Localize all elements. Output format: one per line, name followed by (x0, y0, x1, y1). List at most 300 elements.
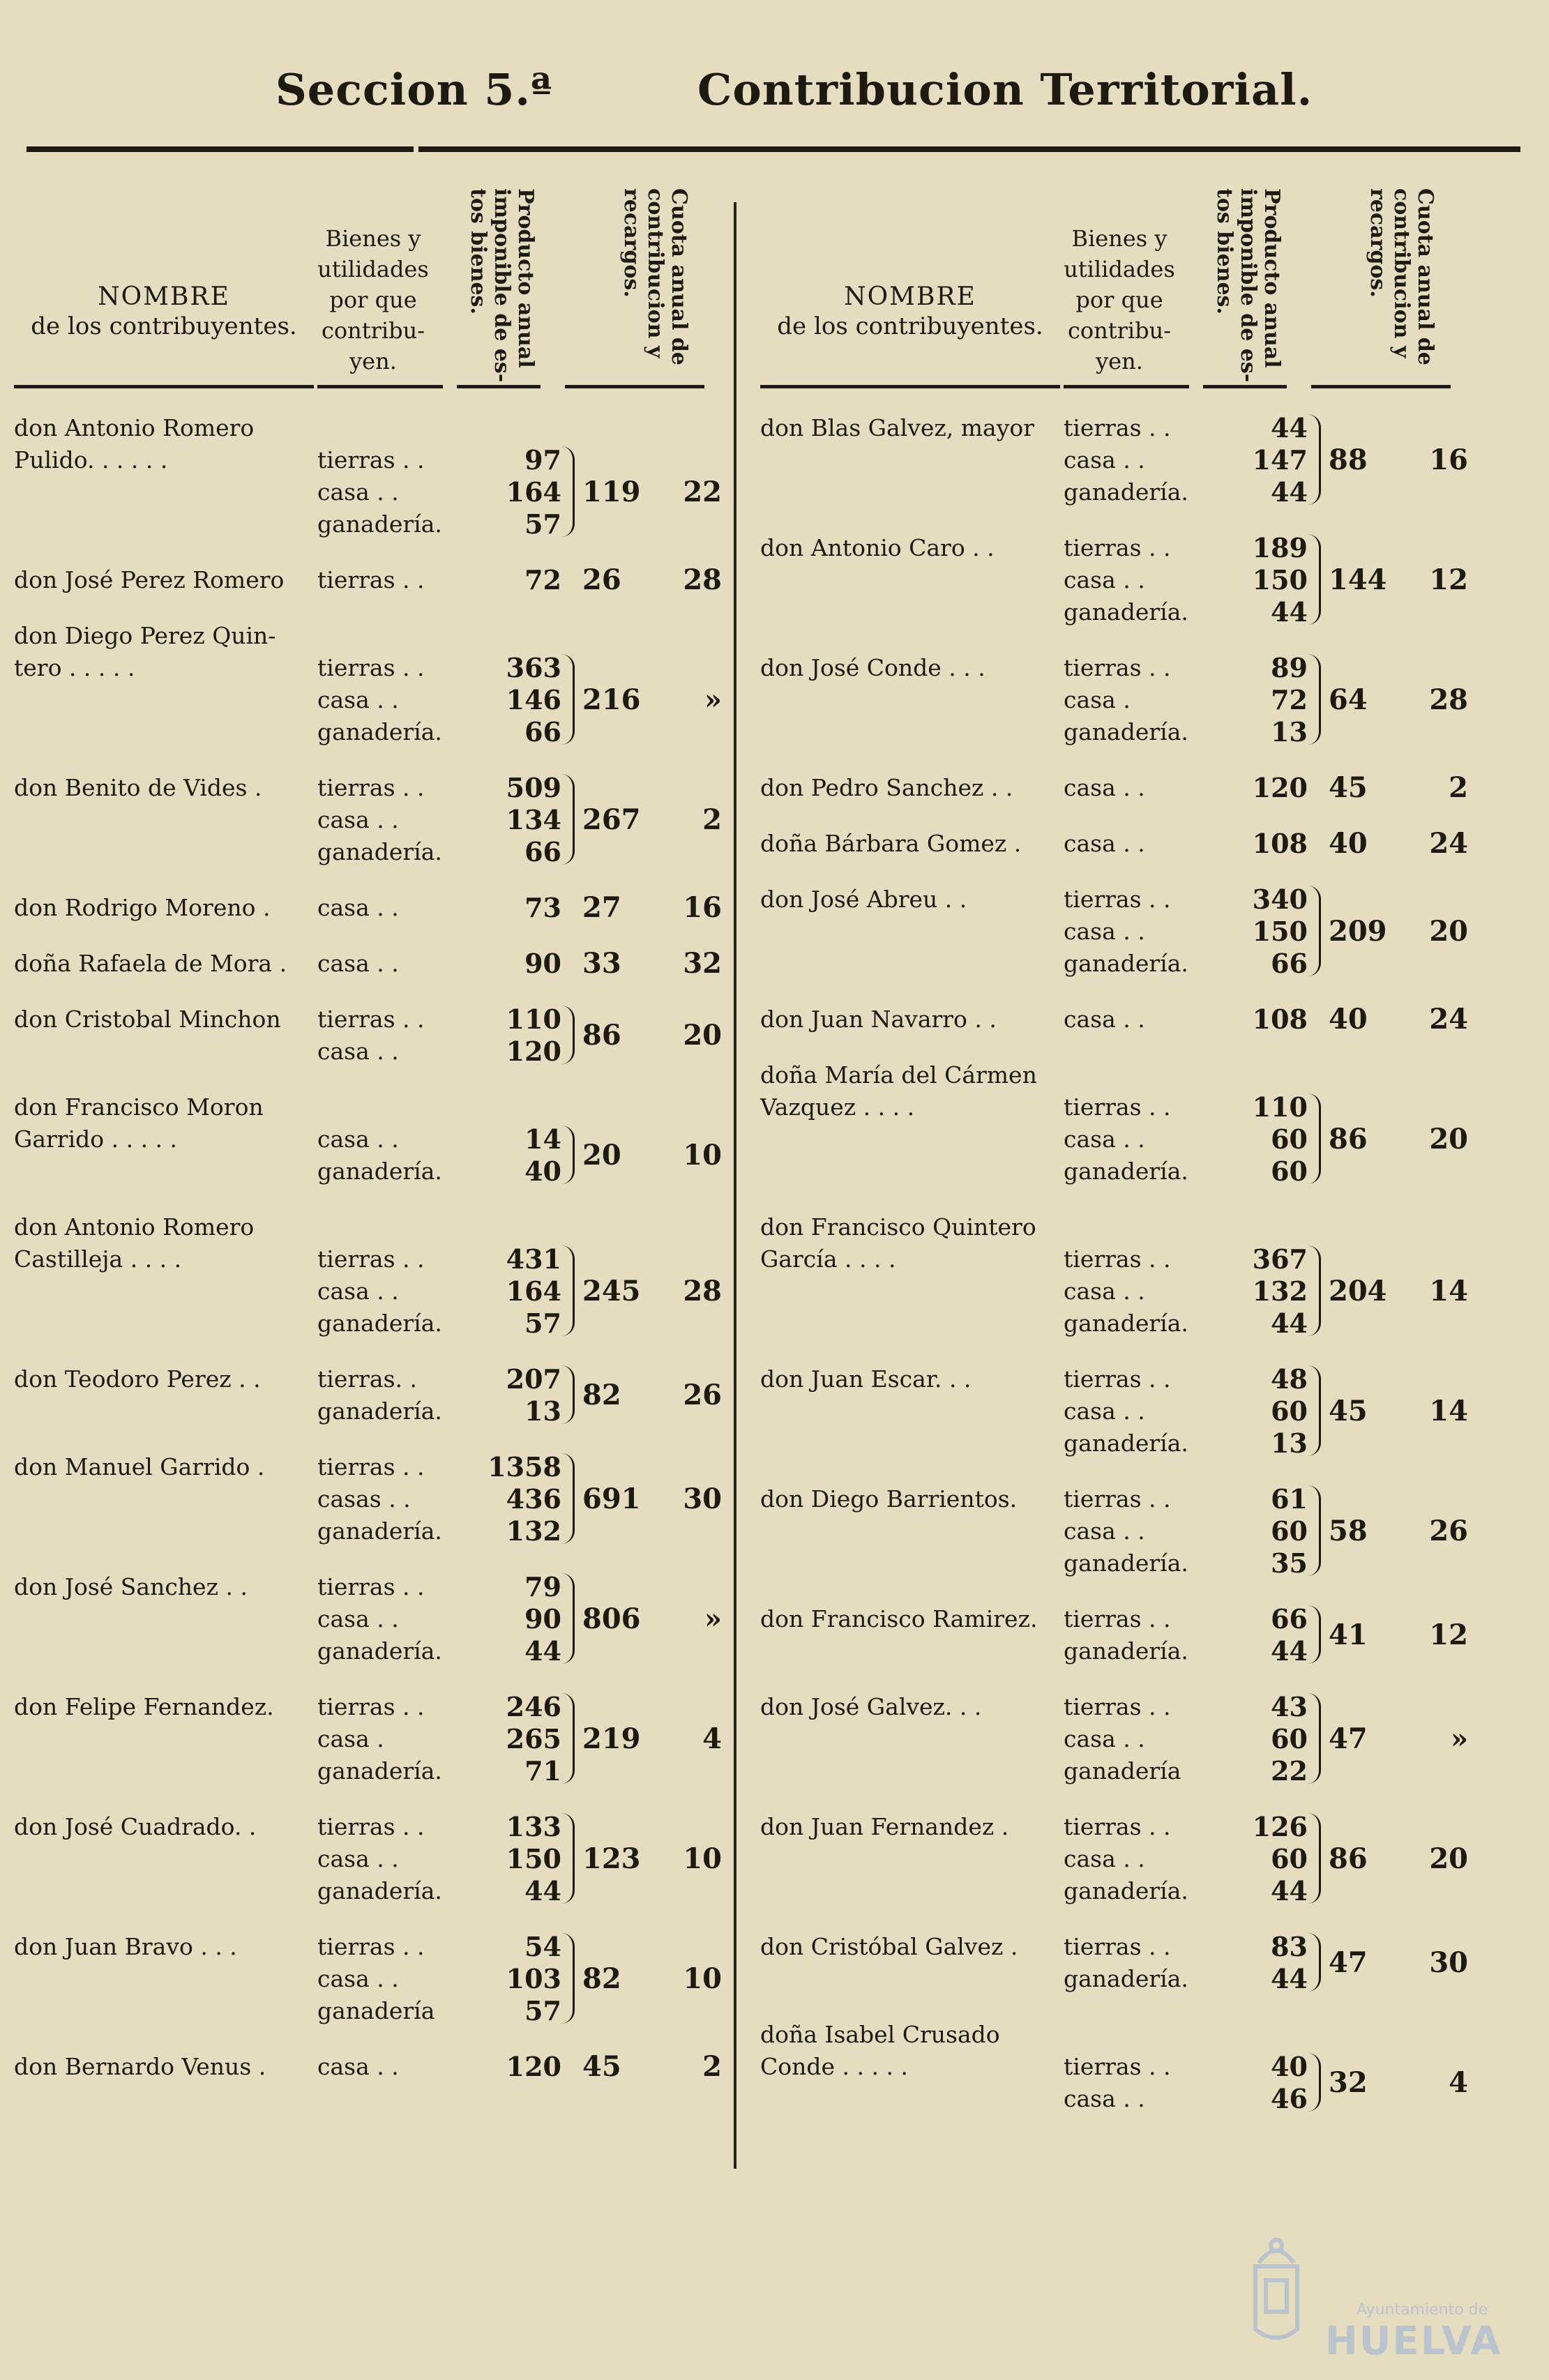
entry-row (14, 1450, 746, 1483)
cuota-total (1329, 1842, 1468, 1875)
asset-type: casa . . (1064, 1397, 1145, 1425)
cuota-total (582, 1722, 722, 1755)
brace-mark (561, 1813, 575, 1904)
cuota-reales: 245 (582, 1275, 641, 1308)
cuota-reales: 209 (1329, 915, 1387, 948)
asset-type: tierras . . (1064, 533, 1171, 561)
list-item (760, 827, 1493, 859)
cuota-maravedis: 24 (1429, 827, 1468, 860)
asset-type: tierras . . (317, 1932, 425, 1960)
right-entries (760, 411, 1493, 2138)
list-item (14, 891, 746, 923)
asset-value: 13 (524, 1395, 561, 1427)
asset-value: 120 (506, 1035, 561, 1067)
asset-type: casa . (317, 1725, 384, 1752)
cuota-reales: 40 (1329, 827, 1368, 860)
asset-value: 126 (1252, 1810, 1308, 1842)
cuota-total (1329, 1123, 1468, 1155)
asset-value: 132 (1252, 1275, 1308, 1307)
taxpayer-name: don Cristobal Minchon (14, 1005, 281, 1033)
taxpayer-name: tero . . . . . (14, 653, 135, 681)
cuota-maravedis: 12 (1429, 563, 1468, 596)
cuota-total (582, 563, 722, 596)
entry-row (760, 1690, 1493, 1722)
page-title: Contribucion Territorial. (697, 64, 1313, 115)
entry-row (760, 1155, 1493, 1187)
asset-type: casas . . (317, 1485, 411, 1513)
cuota-total (1329, 563, 1468, 596)
entry-row (14, 715, 746, 748)
cuota-reales: 144 (1329, 563, 1387, 596)
taxpayer-name: doña Rafaela de Mora . (14, 949, 287, 977)
asset-type: ganadería. (1064, 1429, 1188, 1457)
cuota-maravedis: 4 (1449, 2066, 1468, 2099)
asset-value: 35 (1271, 1547, 1308, 1579)
asset-value: 60 (1271, 1515, 1308, 1547)
cuota-maravedis: 10 (683, 1962, 722, 1995)
asset-value: 164 (506, 476, 561, 508)
header-underline (565, 385, 704, 388)
cuota-reales: 216 (582, 683, 641, 716)
cuota-maravedis: 16 (1429, 444, 1468, 476)
asset-type: ganadería. (1064, 598, 1188, 626)
asset-type: tierras . . (1064, 653, 1171, 681)
cuota-reales: 82 (582, 1379, 621, 1411)
asset-value: 72 (1271, 683, 1308, 715)
asset-type: ganadería. (1064, 478, 1188, 506)
cuota-maravedis: 14 (1429, 1275, 1468, 1308)
entry-row (14, 1754, 746, 1787)
cuota-maravedis: » (704, 683, 722, 716)
cuota-reales: 86 (1329, 1123, 1368, 1155)
brace-mark (561, 1573, 575, 1664)
asset-type: ganadería. (317, 718, 442, 745)
cuota-reales: 267 (582, 803, 641, 836)
cuota-maravedis: 10 (683, 1139, 722, 1172)
asset-value: 61 (1271, 1483, 1308, 1515)
entry-row (14, 1874, 746, 1907)
cuota-maravedis: 2 (1449, 771, 1468, 804)
asset-type: ganadería. (1064, 1877, 1188, 1904)
asset-value: 363 (506, 651, 561, 683)
left-entries (14, 411, 746, 2106)
cuota-maravedis: » (704, 1602, 722, 1635)
taxpayer-name: don Juan Fernandez . (760, 1812, 1009, 1840)
taxpayer-name: Garrido . . . . . (14, 1125, 178, 1153)
brace-mark (561, 1453, 575, 1544)
taxpayer-name: Pulido. . . . . . (14, 446, 168, 473)
cuota-total (582, 1019, 722, 1052)
cuota-total (1329, 827, 1468, 860)
brace-mark (561, 654, 575, 745)
entry-row (14, 619, 746, 651)
cuota-maravedis: 24 (1429, 1003, 1468, 1036)
asset-value: 60 (1271, 1842, 1308, 1874)
cuota-reales: 45 (582, 2050, 621, 2083)
taxpayer-name: doña María del Cármen (760, 1061, 1037, 1089)
cuota-reales: 58 (1329, 1515, 1368, 1547)
asset-type: casa . . (1064, 773, 1145, 801)
list-item (760, 1003, 1493, 1035)
entry-row (14, 1635, 746, 1667)
asset-type: casa . . (1064, 1005, 1145, 1033)
cuota-maravedis: 30 (683, 1483, 722, 1515)
entry-row (760, 1363, 1493, 1395)
taxpayer-name: Vazquez . . . . (760, 1093, 915, 1121)
asset-type: ganadería. (1064, 1157, 1188, 1185)
taxpayer-name: don Antonio Caro . . (760, 533, 995, 561)
stamp-caption: Ayuntamiento de (1357, 2301, 1488, 2319)
asset-value: 13 (1271, 715, 1308, 748)
cuota-reales: 41 (1329, 1619, 1368, 1651)
entry-row (760, 2018, 1493, 2050)
list-item (14, 411, 746, 540)
asset-type: casa . . (317, 685, 399, 713)
list-item (14, 1363, 746, 1427)
brace-mark (1308, 1605, 1321, 1664)
taxpayer-name: don Juan Navarro . . (760, 1005, 997, 1033)
asset-value: 57 (524, 1994, 561, 2026)
asset-type: casa . . (1064, 1517, 1145, 1545)
asset-type: casa . . (317, 2052, 399, 2080)
asset-value: 44 (1271, 1635, 1308, 1667)
asset-type: tierras . . (317, 1692, 425, 1720)
asset-type: tierras . . (1064, 414, 1171, 441)
cuota-reales: 204 (1329, 1275, 1387, 1308)
taxpayer-name: don Felipe Fernandez. (14, 1692, 274, 1720)
taxpayer-name: don José Abreu . . (760, 885, 967, 913)
entry-row (760, 1547, 1493, 1579)
cuota-total (582, 1962, 722, 1995)
list-item (14, 1450, 746, 1547)
cuota-total (582, 2050, 722, 2083)
asset-type: ganadería. (1064, 1637, 1188, 1665)
taxpayer-name: don Juan Bravo . . . (14, 1932, 237, 1960)
entry-row (760, 715, 1493, 748)
asset-value: 120 (506, 2050, 561, 2082)
asset-value: 72 (524, 563, 561, 596)
header-underline (760, 385, 1060, 388)
cuota-maravedis: 4 (702, 1722, 722, 1755)
asset-value: 1358 (488, 1450, 561, 1483)
entry-row (14, 1930, 746, 1962)
entry-row (760, 476, 1493, 508)
header-underline (1203, 385, 1287, 388)
taxpayer-name: don Francisco Ramirez. (760, 1605, 1038, 1632)
list-item (14, 1570, 746, 1667)
left-column (14, 181, 753, 2190)
asset-type: ganadería. (317, 1397, 442, 1425)
asset-type: casa . . (1064, 1844, 1145, 1872)
entry-row (760, 1754, 1493, 1787)
asset-value: 44 (1271, 411, 1308, 444)
cuota-maravedis: 28 (683, 1275, 722, 1308)
taxpayer-name: don Teodoro Perez . . (14, 1365, 261, 1393)
asset-value: 44 (1271, 596, 1308, 628)
asset-value: 120 (1252, 771, 1308, 803)
cuota-reales: 806 (582, 1602, 641, 1635)
list-item (14, 1003, 746, 1067)
entry-row (14, 1091, 746, 1123)
asset-value: 132 (506, 1515, 561, 1547)
stamp-city: HUELVA (1325, 2319, 1502, 2364)
taxpayer-name: don Diego Barrientos. (760, 1485, 1018, 1513)
brace-mark (561, 446, 575, 537)
asset-type: casa . . (1064, 1725, 1145, 1752)
cuota-total (582, 1842, 722, 1875)
taxpayer-name: don José Perez Romero (14, 566, 285, 593)
cuota-reales: 45 (1329, 771, 1368, 804)
cuota-total (1329, 444, 1468, 476)
cuota-maravedis: 32 (683, 947, 722, 980)
list-item (760, 531, 1493, 628)
asset-type: tierras . . (317, 1812, 425, 1840)
entry-row (14, 1211, 746, 1243)
asset-value: 133 (506, 1810, 561, 1842)
asset-value: 108 (1252, 1003, 1308, 1035)
cuota-total (582, 1275, 722, 1308)
taxpayer-name: don Blas Galvez, mayor (760, 414, 1035, 441)
asset-value: 108 (1252, 827, 1308, 859)
entry-row (760, 1874, 1493, 1907)
cuota-reales: 40 (1329, 1003, 1368, 1036)
asset-type: ganadería. (317, 837, 442, 865)
taxpayer-name: don Juan Escar. . . (760, 1365, 972, 1393)
cuota-total (1329, 1946, 1468, 1979)
asset-type: casa . . (317, 805, 399, 833)
cuota-reales: 45 (1329, 1395, 1368, 1427)
cuota-maravedis: » (1451, 1722, 1468, 1755)
entry-row (14, 771, 746, 803)
taxpayer-name: don Cristóbal Galvez . (760, 1932, 1018, 1960)
asset-type: tierras . . (1064, 1692, 1171, 1720)
list-item (760, 651, 1493, 748)
taxpayer-name: don Bernardo Venus . (14, 2052, 266, 2080)
asset-value: 44 (1271, 1874, 1308, 1907)
name-header-title: NOMBRE (98, 282, 230, 311)
cuota-maravedis: 16 (683, 891, 722, 924)
taxpayer-name: Castilleja . . . . (14, 1245, 182, 1273)
asset-type: ganadería. (1064, 949, 1188, 977)
cuota-maravedis: 2 (702, 803, 722, 836)
asset-value: 90 (524, 1602, 561, 1635)
brace-mark (1308, 1933, 1321, 1992)
asset-type: ganadería. (1064, 1309, 1188, 1337)
cuota-reales: 47 (1329, 1946, 1368, 1979)
asset-type: tierras . . (1064, 1485, 1171, 1513)
asset-value: 57 (524, 508, 561, 540)
entry-row (760, 947, 1493, 979)
asset-value: 66 (524, 835, 561, 867)
name-header-title: NOMBRE (844, 282, 976, 311)
bienes-column-header: Bienes y utilidades por que contribu-yen. (317, 225, 429, 374)
cuota-reales: 47 (1329, 1722, 1368, 1755)
taxpayer-name: don Rodrigo Moreno . (14, 893, 271, 921)
list-item (760, 1602, 1493, 1667)
cuota-total (1329, 1515, 1468, 1547)
asset-type: casa . . (317, 1844, 399, 1872)
asset-value: 66 (1271, 947, 1308, 979)
asset-type: ganadería. (1064, 1964, 1188, 1992)
cuota-total (1329, 915, 1468, 948)
taxpayer-name: don Francisco Moron (14, 1093, 264, 1121)
cuota-reales: 64 (1329, 683, 1368, 716)
asset-value: 150 (1252, 915, 1308, 947)
list-item (760, 1211, 1493, 1339)
bienes-column-header: Bienes y utilidades por que contribu-yen. (1064, 225, 1175, 374)
asset-value: 146 (506, 683, 561, 715)
taxpayer-name: Conde . . . . . (760, 2052, 908, 2080)
list-item (14, 947, 746, 979)
entry-row (760, 531, 1493, 563)
asset-value: 44 (1271, 1962, 1308, 1994)
taxpayer-name: don José Sanchez . . (14, 1572, 248, 1600)
asset-type: casa . . (317, 1964, 399, 1992)
asset-value: 431 (506, 1243, 561, 1275)
list-item (14, 1810, 746, 1907)
asset-type: ganadería. (317, 1877, 442, 1904)
asset-value: 44 (524, 1874, 561, 1907)
cuota-reales: 26 (582, 563, 621, 596)
cuota-maravedis: 14 (1429, 1395, 1468, 1427)
entry-row (14, 1570, 746, 1602)
taxpayer-name: don Francisco Quintero (760, 1213, 1036, 1241)
asset-value: 60 (1271, 1722, 1308, 1754)
asset-type: tierras . . (1064, 1812, 1171, 1840)
taxpayer-name: don Diego Perez Quin- (14, 621, 276, 649)
taxpayer-name: don Antonio Romero (14, 1213, 255, 1241)
brace-mark (1308, 414, 1321, 505)
list-item (760, 771, 1493, 803)
asset-value: 48 (1271, 1363, 1308, 1395)
list-item (760, 883, 1493, 979)
asset-type: tierras . . (1064, 2052, 1171, 2080)
cuota-total (1329, 1395, 1468, 1427)
brace-mark (1308, 1245, 1321, 1336)
cuota-maravedis: 10 (683, 1842, 722, 1875)
taxpayer-name: doña Bárbara Gomez . (760, 829, 1022, 857)
asset-value: 265 (506, 1722, 561, 1754)
cuota-maravedis: 20 (683, 1019, 722, 1052)
taxpayer-name: don José Conde . . . (760, 653, 985, 681)
asset-value: 134 (506, 803, 561, 835)
header-underline (1311, 385, 1451, 388)
brace-mark (561, 1365, 575, 1424)
cuota-maravedis: 12 (1429, 1619, 1468, 1651)
asset-type: casa . . (317, 949, 399, 977)
cuota-total (582, 1483, 722, 1515)
cuota-maravedis: 28 (1429, 683, 1468, 716)
column-divider (734, 202, 736, 2169)
cuota-reales: 82 (582, 1962, 621, 1995)
asset-type: tierras . . (317, 653, 425, 681)
cuota-total (1329, 771, 1468, 804)
asset-type: tierras . . (317, 1245, 425, 1273)
asset-type: tierras . . (317, 566, 425, 593)
cuota-total (1329, 683, 1468, 716)
asset-value: 73 (524, 891, 561, 923)
brace-mark (1308, 1485, 1321, 1576)
cuota-reales: 20 (582, 1139, 621, 1172)
brace-mark (1308, 1093, 1321, 1184)
asset-type: ganadería (1064, 1757, 1181, 1784)
asset-value: 43 (1271, 1690, 1308, 1722)
header-rule-right (418, 146, 1520, 152)
asset-type: casa . . (1064, 446, 1145, 473)
cuota-column-header: Cuota anual de contribucion y recargos. (619, 188, 691, 365)
cuota-total (582, 891, 722, 924)
brace-mark (561, 1245, 575, 1336)
list-item (760, 1930, 1493, 1994)
header-underline (317, 385, 443, 388)
list-item (760, 2018, 1493, 2114)
producto-column-header: Producto anual imponible de es-tos bienes. (466, 188, 538, 383)
asset-value: 89 (1271, 651, 1308, 683)
right-column (760, 181, 1499, 2190)
asset-type: ganadería. (317, 1157, 442, 1185)
asset-value: 22 (1271, 1754, 1308, 1787)
brace-mark (1308, 886, 1321, 976)
entry-row (760, 1307, 1493, 1339)
cuota-total (1329, 1619, 1468, 1651)
list-item (14, 1091, 746, 1187)
asset-type: ganadería. (1064, 718, 1188, 745)
taxpayer-name: doña Isabel Crusado (760, 2020, 1000, 2048)
cuota-maravedis: 22 (683, 476, 722, 508)
asset-type: tierras . . (1064, 1605, 1171, 1632)
asset-value: 66 (524, 715, 561, 748)
asset-type: casa . . (1064, 917, 1145, 945)
asset-value: 150 (1252, 563, 1308, 596)
asset-value: 40 (524, 1155, 561, 1187)
entry-row (14, 1515, 746, 1547)
list-item (14, 1211, 746, 1339)
list-item (760, 1810, 1493, 1907)
asset-type: tierras . . (317, 1005, 425, 1033)
asset-value: 436 (506, 1483, 561, 1515)
asset-type: tierras . . (1064, 1932, 1171, 1960)
cuota-total (582, 1139, 722, 1172)
entry-row (760, 1810, 1493, 1842)
asset-type: tierras. . (317, 1365, 417, 1393)
asset-type: casa . . (317, 1125, 399, 1153)
cuota-reales: 219 (582, 1722, 641, 1755)
entry-row (760, 1427, 1493, 1459)
list-item (14, 563, 746, 596)
brace-mark (1308, 1693, 1321, 1784)
asset-type: ganadería. (317, 1309, 442, 1337)
producto-column-header: Producto anual imponible de es-tos bienes. (1212, 188, 1284, 383)
brace-mark (561, 1006, 575, 1064)
asset-value: 340 (1252, 883, 1308, 915)
list-item (760, 1690, 1493, 1787)
taxpayer-name: don Benito de Vides . (14, 773, 262, 801)
section-heading: Seccion 5.ª (275, 64, 553, 115)
cuota-reales: 119 (582, 476, 641, 508)
list-item (14, 1930, 746, 2026)
asset-type: ganadería. (317, 1637, 442, 1665)
asset-type: casa . . (1064, 566, 1145, 593)
asset-value: 246 (506, 1690, 561, 1722)
cuota-total (582, 683, 722, 716)
header-underline (457, 385, 541, 388)
asset-value: 60 (1271, 1395, 1308, 1427)
asset-type: casa . . (1064, 1277, 1145, 1305)
asset-value: 83 (1271, 1930, 1308, 1962)
brace-mark (561, 774, 575, 865)
asset-value: 150 (506, 1842, 561, 1874)
asset-value: 189 (1252, 531, 1308, 563)
